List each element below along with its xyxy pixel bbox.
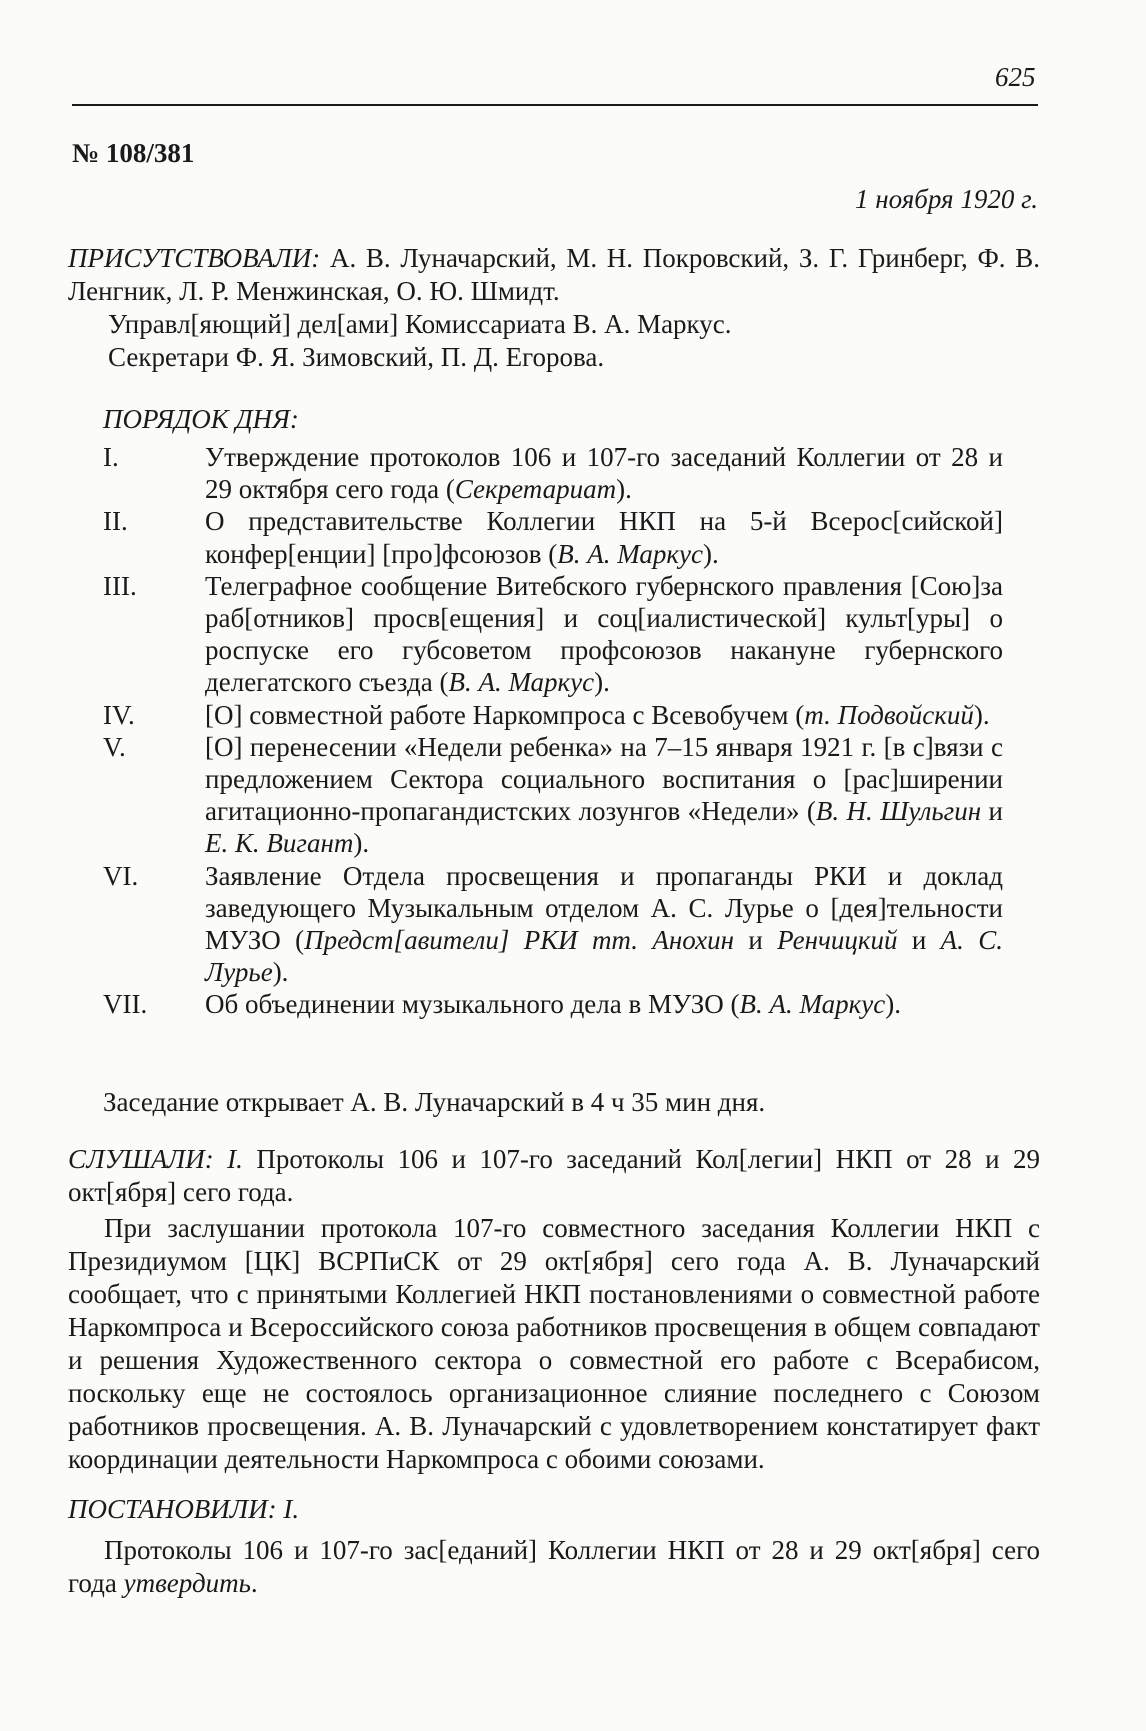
- attendance-line-2: Управл[яющий] дел[ами] Комиссариата В. А. Маркус.: [108, 309, 732, 339]
- document-date: 1 ноября 1920 г.: [854, 184, 1038, 214]
- heard-label: СЛУШАЛИ: I.: [68, 1144, 243, 1174]
- agenda-item: III. Телеграфное сообщение Витебского губернского правления [Сою]за раб[отников] просв[ещения] и соц[иалистической] культ[уры] о роспуске его губсоветом профсоюзов накануне губернского делегатского съезда (В. А. Маркус).: [103, 570, 1003, 698]
- header-rule: [72, 104, 1038, 106]
- agenda-item: IV. [О] совместной работе Наркомпроса с Всевобучем (т. Подвойский).: [103, 699, 990, 730]
- agenda-item: V. [О] перенесении «Недели ребенка» на 7–15 января 1921 г. [в с]вязи с предложением Сектора социального воспитания о [рас]ширении агитационно-пропагандистских лозунгов «Недели» (В. Н. Шульгин и Е. К. Вигант).: [103, 731, 1003, 859]
- document-number: № 108/381: [72, 138, 195, 168]
- agenda-item: II. О представительстве Коллегии НКП на 5-й Всерос[сийской] конфер[енции] [про]фсоюзов (В. А. Маркус).: [103, 506, 1003, 569]
- opening-statement: Заседание открывает А. В. Луначарский в 4 ч 35 мин дня.: [103, 1087, 766, 1117]
- resolved-text: Протоколы 106 и 107-го зас[еданий] Коллегии НКП от 28 и 29 окт[ября] сего года утвердить.: [68, 1535, 1040, 1598]
- agenda-list: [103, 441, 1003, 1021]
- agenda-item-num: I.: [103, 442, 119, 472]
- agenda-item-num: V.: [103, 731, 126, 762]
- agenda-title: ПОРЯДОК ДНЯ:: [103, 404, 299, 434]
- attendance-line-3: Секретари Ф. Я. Зимовский, П. Д. Егорова.: [108, 342, 605, 372]
- attendance-label: ПРИСУТСТВОВАЛИ:: [68, 243, 321, 273]
- heard-section: [68, 1143, 1040, 1209]
- agenda-item: VII. Об объединении музыкального дела в МУЗО (В. А. Маркус).: [103, 989, 901, 1020]
- agenda-item-num: II.: [103, 506, 128, 537]
- attendance-names: А. В. Луначарский, М. Н. Покровский, З. Г. Гринберг, Ф. В. Ленгник, Л. Р. Менжинская, О. Ю. Шмидт.: [68, 243, 1040, 306]
- agenda-item-num: VII.: [103, 989, 148, 1020]
- agenda-item: I. Утверждение протоколов 106 и 107-го заседаний Коллегии от 28 и 29 октября сего года (Секретариат).: [103, 442, 1003, 505]
- attendance-block: [68, 242, 1040, 374]
- agenda-item-num: VI.: [103, 860, 139, 891]
- agenda-item-num: III.: [103, 570, 137, 601]
- page-number: 625: [995, 62, 1036, 92]
- resolved-verdict: утвердить: [123, 1568, 251, 1598]
- heard-text: Протоколы 106 и 107-го заседаний Кол[легии] НКП от 28 и 29 окт[ября] сего года.: [68, 1144, 1041, 1207]
- agenda-item: VI. Заявление Отдела просвещения и пропаганды РКИ и доклад заведующего Музыкальным отделом А. С. Лурье о [дея]тельности МУЗО (Предст[авители] РКИ тт. Анохин и Ренчицкий и А. С. Лурье).: [103, 860, 1003, 988]
- resolved-label: ПОСТАНОВИЛИ: I.: [68, 1494, 300, 1524]
- attendance-line-1: [68, 242, 1040, 308]
- discussion-paragraph: При заслушании протокола 107-го совместного заседания Коллегии НКП с Президиумом [ЦК] ВСРПиСК от 29 окт[ября] сего года А. В. Луначарский сообщает, что с принятыми Коллегией НКП постановлениями о совместной работе Наркомпроса и Всероссийского союза работников просвещения в общем совпадают и решения Художественного сектора о совместной его работе с Всерабисом, поскольку еще не состоялось организационное слияние последнего с Союзом работников просвещения. А. В. Луначарский с удовлетворением констатирует факт координации деятельности Наркомпроса с обоими союзами.: [68, 1213, 1040, 1474]
- agenda-item-num: IV.: [103, 699, 135, 730]
